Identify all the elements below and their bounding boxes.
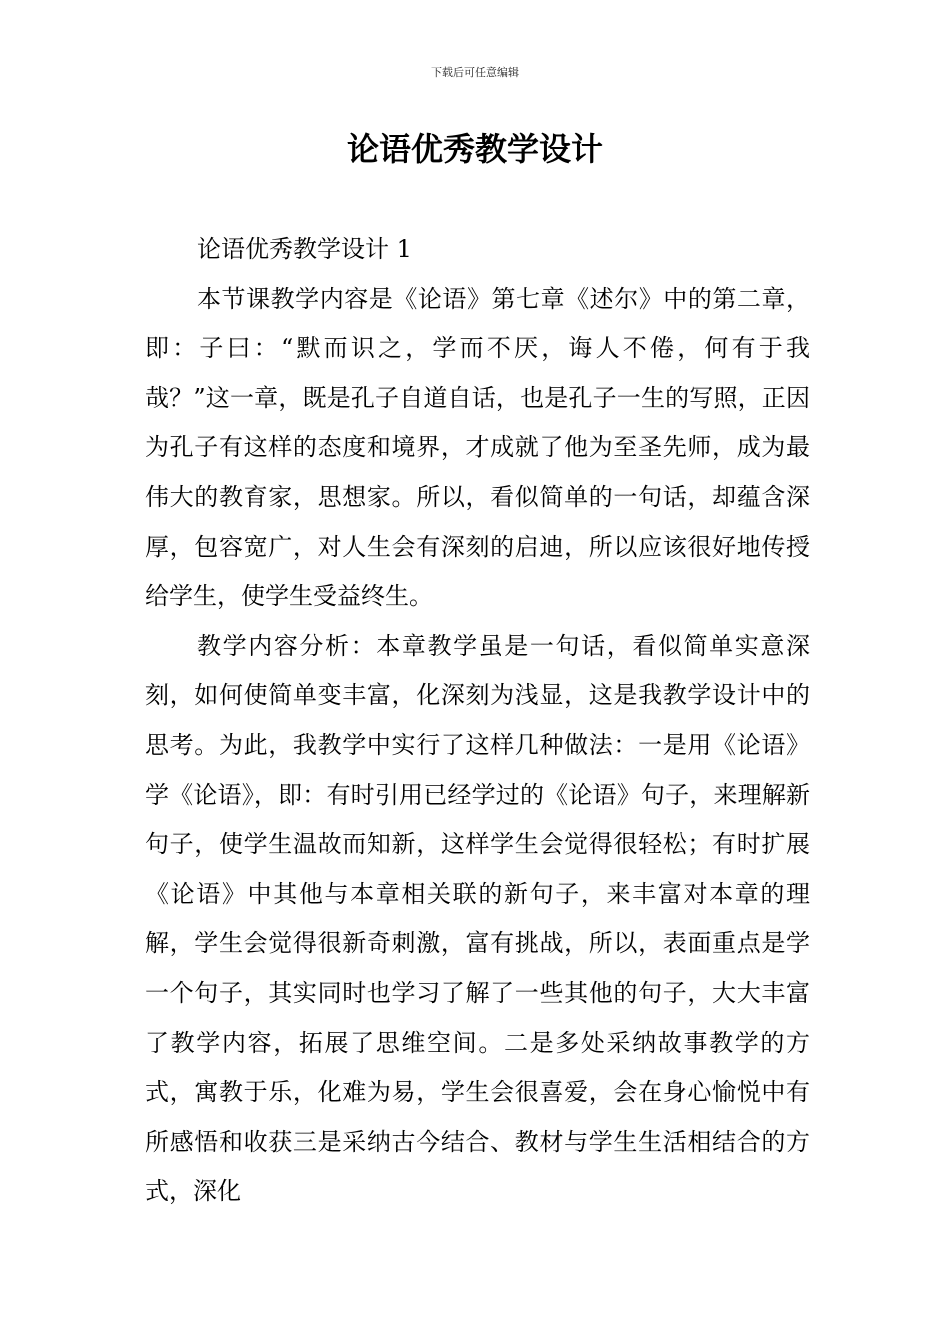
document-body: [145, 225, 810, 1217]
header-note: 下载后可任意编辑: [431, 66, 519, 79]
paragraph: 本节课教学内容是《论语》第七章《述尔》中的第二章，即：子曰：“默而识之，学而不厌，诲人不倦，何有于我哉？”这一章，既是孔子自道自话，也是孔子一生的写照，正因为孔子有这样的态度和境界，才成就了他为至圣先师，成为最伟大的教育家，思想家。所以，看似简单的一句话，却蕴含深厚，包容宽广，对人生会有深刻的启迪，所以应该很好地传授给学生，使学生受益终生。: [145, 284, 810, 611]
document-title: 论语优秀教学设计: [346, 130, 603, 168]
paragraph: 教学内容分析：本章教学虽是一句话，看似简单实意深刻，如何使简单变丰富，化深刻为浅显，这是我教学设计中的思考。为此，我教学中实行了这样几种做法：一是用《论语》学《论语》，即：有时引用已经学过的《论语》句子，来理解新句子，使学生温故而知新，这样学生会觉得很轻松；有时扩展《论语》中其他与本章相关联的新句子，来丰富对本章的理解，学生会觉得很新奇刺激，富有挑战，所以，表面重点是学一个句子，其实同时也学习了解了一些其他的句子，大大丰富了教学内容，拓展了思维空间。二是多处采纳故事教学的方式，寓教于乐，化难为易，学生会很喜爱，会在身心愉悦中有所感悟和收获三是采纳古今结合、教材与学生生活相结合的方式，深化: [145, 631, 810, 1206]
section-heading: 论语优秀教学设计 1: [197, 235, 412, 263]
